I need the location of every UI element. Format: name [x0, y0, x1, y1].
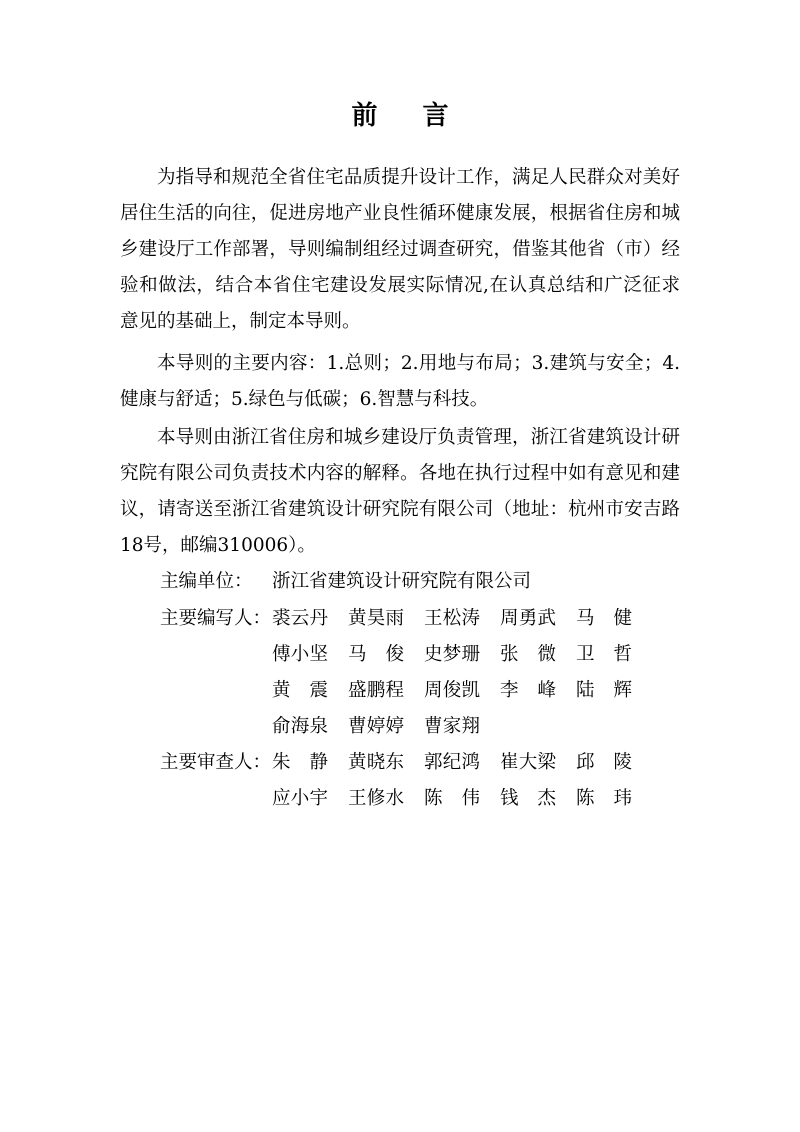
writer-name: 黄 震: [272, 680, 328, 701]
reviewer-name: 郭纪鸿: [424, 752, 480, 773]
writers-row: [272, 673, 652, 709]
writers-label: 主要编写人：: [160, 608, 272, 629]
reviewer-name: 崔大梁: [500, 752, 556, 773]
reviewers-label: 主要审查人：: [160, 752, 272, 773]
writer-name: 王松涛: [424, 608, 480, 629]
writer-name: 马 俊: [348, 644, 404, 665]
reviewer-name: 王修水: [348, 788, 404, 809]
writer-name: 黄昊雨: [348, 608, 404, 629]
writer-name: 裘云丹: [272, 608, 328, 629]
reviewer-name: 邱 陵: [576, 752, 632, 773]
chief-unit-label: 主编单位：: [160, 571, 253, 592]
writers-row: [272, 709, 652, 745]
management-paragraph: 本导则由浙江省住房和城乡建设厅负责管理，浙江省建筑设计研究院有限公司负责技术内容的解释。各地在执行过程中如有意见和建议，请寄送至浙江省建筑设计研究院有限公司（地址：杭州市安吉路18号，邮编310006）。: [120, 427, 680, 556]
writer-name: 李 峰: [500, 680, 556, 701]
reviewer-name: 钱 杰: [500, 788, 556, 809]
writer-name: 曹婷婷: [348, 716, 404, 737]
writer-name: 盛鹏程: [348, 680, 404, 701]
writers-row: [272, 601, 652, 637]
writer-name: 俞海泉: [272, 716, 328, 737]
reviewers-row: [272, 781, 652, 817]
reviewers-names: [272, 745, 652, 817]
writer-name: 马 健: [576, 608, 632, 629]
reviewer-name: 朱 静: [272, 752, 328, 773]
writer-name: 史梦珊: [424, 644, 480, 665]
writer-name: 周勇武: [500, 608, 556, 629]
writer-name: 曹家翔: [424, 716, 480, 737]
intro-paragraph: 为指导和规范全省住宅品质提升设计工作，满足人民群众对美好居住生活的向往，促进房地产业良性循环健康发展，根据省住房和城乡建设厅工作部署，导则编制组经过调查研究，借鉴其他省（市）经验和做法，结合本省住宅建设发展实际情况,在认真总结和广泛征求意见的基础上，制定本导则。: [120, 167, 680, 332]
reviewer-name: 黄晓东: [348, 752, 404, 773]
reviewer-name: 应小宇: [272, 788, 328, 809]
writer-name: 周俊凯: [424, 680, 480, 701]
chief-unit-line: [160, 564, 531, 600]
writers-row: [272, 637, 652, 673]
writer-name: 傅小坚: [272, 644, 328, 665]
writer-name: 张 微: [500, 644, 556, 665]
reviewer-name: 陈 伟: [424, 788, 480, 809]
writer-name: 陆 辉: [576, 680, 632, 701]
writers-names: [272, 601, 652, 745]
reviewers-row: [272, 745, 652, 781]
page-title: 前 言: [351, 101, 467, 131]
writer-name: 卫 哲: [576, 644, 632, 665]
contents-paragraph: 本导则的主要内容：1.总则；2.用地与布局；3.建筑与安全；4.健康与舒适；5.绿色与低碳；6.智慧与科技。: [120, 353, 680, 410]
reviewer-name: 陈 玮: [576, 788, 632, 809]
chief-unit-value: 浙江省建筑设计研究院有限公司: [272, 571, 532, 592]
